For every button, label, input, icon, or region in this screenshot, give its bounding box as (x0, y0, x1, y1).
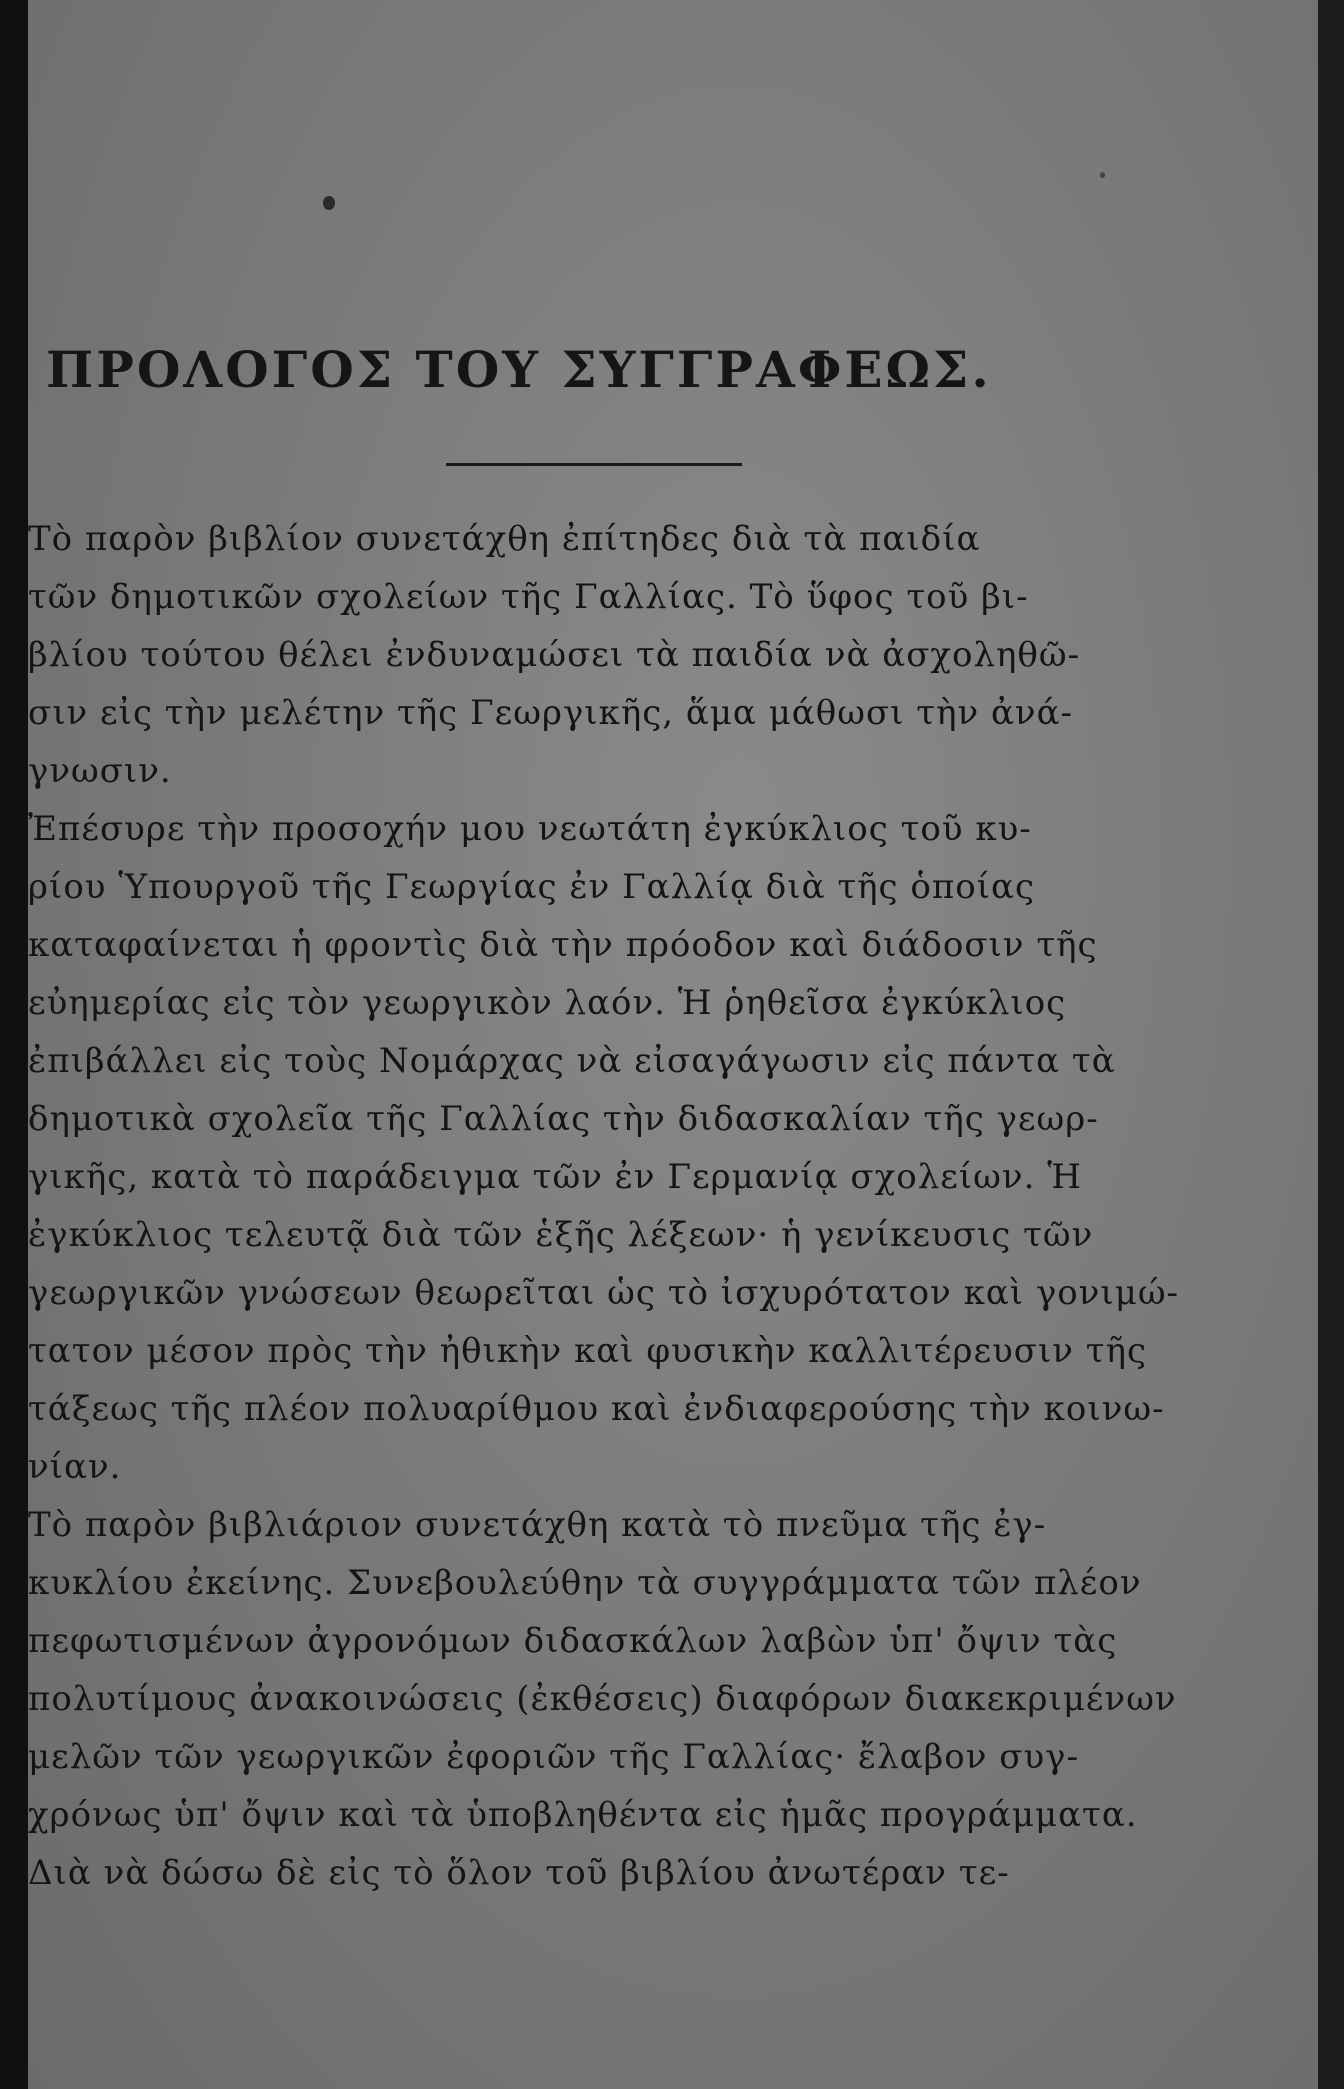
text-line: μελῶν τῶν γεωργικῶν ἐφοριῶν τῆς Γαλλίας· ἔλαβον συγ- (28, 1737, 1079, 1777)
ink-speck (323, 196, 335, 210)
text-line: τατον μέσον πρὸς τὴν ἠθικὴν καὶ φυσικὴν καλλιτέρευσιν τῆς (28, 1331, 1148, 1371)
text-line: καταφαίνεται ἡ φροντὶς διὰ τὴν πρόοδον καὶ διάδοσιν τῆς (28, 925, 1098, 965)
text-line: γικῆς, κατὰ τὸ παράδειγμα τῶν ἐν Γερμανίᾳ σχολείων. Ἡ (28, 1157, 1082, 1197)
text-line: ἐπιβάλλει εἰς τοὺς Νομάρχας νὰ εἰσαγάγωσιν εἰς πάντα τὰ (28, 1041, 1116, 1081)
text-line: Διὰ νὰ δώσω δὲ εἰς τὸ ὅλον τοῦ βιβλίου ἀνωτέραν τε- (28, 1853, 1010, 1893)
text-line: Τὸ παρὸν βιβλίον συνετάχθη ἐπίτηδες διὰ τὰ παιδία (28, 519, 981, 559)
text-line: τάξεως τῆς πλέον πολυαρίθμου καὶ ἐνδιαφερούσης τὴν κοινω- (28, 1389, 1165, 1429)
text-line: Ἐπέσυρε τὴν προσοχήν μου νεωτάτη ἐγκύκλιος τοῦ κυ- (28, 809, 1032, 849)
text-line: χρόνως ὑπ' ὄψιν καὶ τὰ ὑποβληθέντα εἰς ἡμᾶς προγράμματα. (28, 1795, 1138, 1835)
text-line: δημοτικὰ σχολεῖα τῆς Γαλλίας τὴν διδασκαλίαν τῆς γεωρ- (28, 1099, 1099, 1139)
text-line: πολυτίμους ἀνακοινώσεις (ἐκθέσεις) διαφόρων διακεκριμένων (28, 1679, 1177, 1719)
text-line: γεωργικῶν γνώσεων θεωρεῖται ὡς τὸ ἰσχυρότατον καὶ γονιμώ- (28, 1273, 1180, 1313)
text-line: σιν εἰς τὴν μελέτην τῆς Γεωργικῆς, ἅμα μάθωσι τὴν ἀνά- (28, 693, 1074, 733)
text-line: βλίου τούτου θέλει ἐνδυναμώσει τὰ παιδία νὰ ἀσχοληθῶ- (28, 635, 1081, 675)
page-binding-edge (0, 0, 28, 2089)
text-line: εὐημερίας εἰς τὸν γεωργικὸν λαόν. Ἡ ῥηθεῖσα ἐγκύκλιος (28, 983, 1067, 1023)
text-line: ἐγκύκλιος τελευτᾷ διὰ τῶν ἑξῆς λέξεων· ἡ γενίκευσις τῶν (28, 1215, 1094, 1255)
text-line: πεφωτισμένων ἀγρονόμων διδασκάλων λαβὼν ὑπ' ὄψιν τὰς (28, 1621, 1118, 1661)
text-line: γνωσιν. (28, 751, 172, 791)
text-line: ρίου Ὑπουργοῦ τῆς Γεωργίας ἐν Γαλλίᾳ διὰ τῆς ὁποίας (28, 867, 1036, 907)
text-line: τῶν δημοτικῶν σχολείων τῆς Γαλλίας. Τὸ ὕφος τοῦ βι- (28, 577, 1029, 617)
text-line: Τὸ παρὸν βιβλιάριον συνετάχθη κατὰ τὸ πνεῦμα τῆς ἐγ- (28, 1505, 1047, 1545)
title-rule (446, 463, 742, 466)
text-line: κυκλίου ἐκείνης. Συνεβουλεύθην τὰ συγγράμματα τῶν πλέον (28, 1563, 1142, 1603)
page-title: ΠΡΟΛΟΓΟΣ ΤΟΥ ΣΥΓΓΡΑΦΕΩΣ. (46, 340, 992, 399)
book-page (28, 0, 1318, 2089)
text-line: νίαν. (28, 1447, 122, 1487)
body-text (28, 510, 1188, 1902)
ink-speck (1100, 172, 1105, 178)
